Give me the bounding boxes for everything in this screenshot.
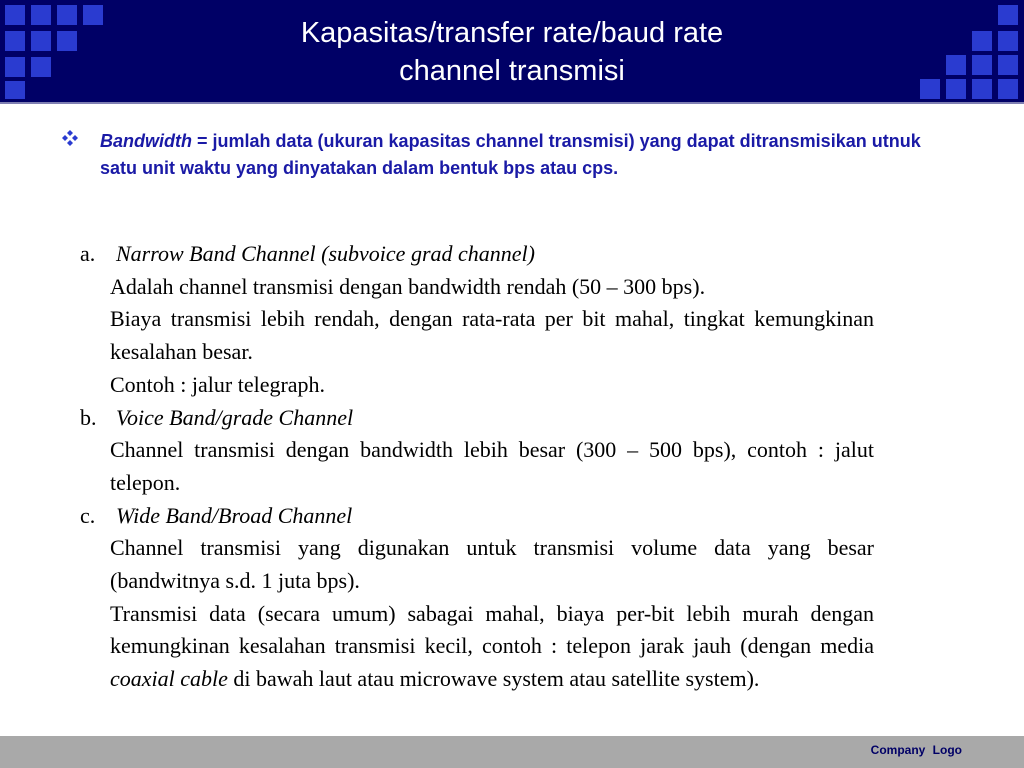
- item-heading: Wide Band/Broad Channel: [116, 502, 353, 528]
- decor-square: [57, 31, 77, 51]
- header-divider: [0, 102, 1024, 104]
- paragraph-text: di bawah laut atau microwave system atau satellite system).: [227, 666, 760, 692]
- list-marker: a.: [80, 241, 96, 266]
- bullet-term: Bandwidth: [100, 131, 192, 151]
- decor-square: [998, 79, 1018, 99]
- slide-title-line2: channel transmisi: [399, 55, 625, 87]
- item-paragraph: Channel transmisi yang digunakan untuk transmisi volume data yang besar (bandwitnya s.d. 1 juta bps).: [110, 535, 874, 594]
- decor-square: [5, 31, 25, 51]
- item-paragraph: Biaya transmisi lebih rendah, dengan rata-rata per bit mahal, tingkat kemungkinan kesalahan besar.: [110, 306, 874, 365]
- decor-square: [998, 5, 1018, 25]
- decor-square: [31, 5, 51, 25]
- decor-square: [998, 31, 1018, 51]
- decor-square: [998, 55, 1018, 75]
- bullet-text: [100, 128, 962, 182]
- diamond-cluster-icon: [62, 128, 78, 155]
- decor-square: [5, 81, 25, 99]
- paragraph-text: Transmisi data (secara umum) sabagai mahal, biaya per-bit lebih murah dengan kemungkinan kesalahan transmisi kecil, contoh : telepon jarak jauh (dengan media: [110, 600, 874, 659]
- bullet-definition: = jumlah data (ukuran kapasitas channel transmisi) yang dapat ditransmisikan utnuk satu unit waktu yang dinyatakan dalam bentuk bps atau cps.: [100, 131, 921, 178]
- channel-list: [80, 238, 874, 696]
- decor-square: [946, 55, 966, 75]
- item-paragraph: Channel transmisi dengan bandwidth lebih besar (300 – 500 bps), contoh : jalut telepon.: [110, 437, 874, 495]
- list-item-heading: [80, 500, 874, 533]
- decor-square: [31, 31, 51, 51]
- slide-title-line1: Kapasitas/transfer rate/baud rate: [300, 17, 724, 49]
- list-marker: c.: [80, 502, 96, 528]
- decor-square: [920, 79, 940, 99]
- decor-square: [83, 5, 103, 25]
- decor-square: [972, 55, 992, 75]
- slide-title: [200, 14, 824, 90]
- decor-square: [946, 79, 966, 99]
- list-item-heading: [80, 402, 874, 435]
- decor-square: [5, 57, 25, 77]
- bandwidth-bullet: [62, 128, 962, 182]
- item-paragraph: Adalah channel transmisi dengan bandwidth rendah (50 – 300 bps).: [110, 273, 706, 299]
- slide-footer: [0, 736, 1024, 768]
- item-paragraph: Contoh : jalur telegraph.: [110, 371, 326, 397]
- decor-square: [972, 79, 992, 99]
- list-item-heading: [80, 238, 874, 271]
- decor-square: [972, 31, 992, 51]
- decor-square: [5, 5, 25, 25]
- item-heading: Narrow Band Channel (subvoice grad channel): [116, 241, 535, 266]
- item-heading: Voice Band/grade Channel: [116, 404, 354, 430]
- decor-square: [57, 5, 77, 25]
- company-logo: Company Logo: [870, 743, 962, 757]
- decor-square: [31, 57, 51, 77]
- item-paragraph: [110, 598, 874, 696]
- slide-header: [0, 0, 1024, 102]
- list-marker: b.: [80, 404, 97, 430]
- paragraph-emphasis: coaxial cable: [110, 666, 228, 692]
